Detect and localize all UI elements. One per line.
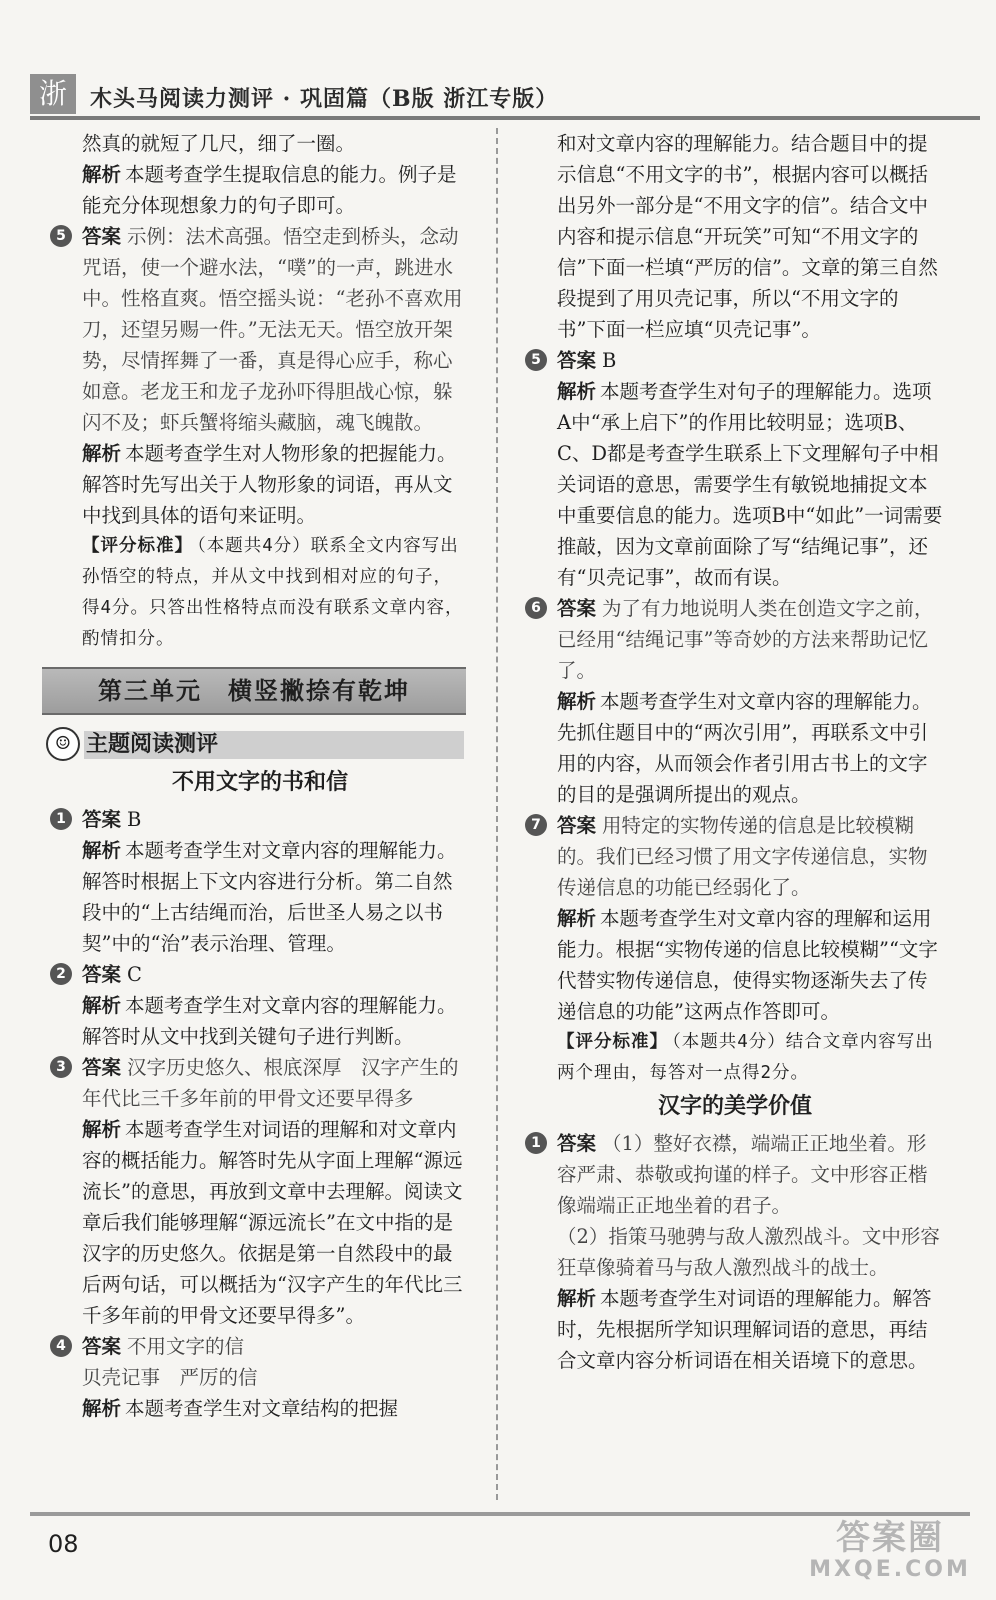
analysis-label: 解析: [557, 907, 597, 930]
analysis-block: [525, 686, 945, 810]
answer-label: 答案: [82, 225, 122, 248]
analysis-block: [50, 990, 470, 1052]
answer-label: 答案: [557, 1132, 597, 1155]
question-number-badge: 4: [50, 1335, 72, 1357]
analysis-block: [525, 1283, 945, 1376]
answer-text: 汉字历史悠久、根底深厚 汉字产生的年代比三千多年前的甲骨文还要早得多: [82, 1056, 459, 1110]
answer-text: 示例：法术高强。悟空走到桥头，念动咒语，使一个避水法，“噗”的一声，跳进水中。性格直爽。悟空摇头说：“老孙不喜欢用刀，还望另赐一件。”无法无天。悟空放开架势，尽情挥舞了一番，真是得心应手，称心如意。老龙王和龙子龙孙吓得胆战心惊，躲闪不及；虾兵蟹将缩头藏脑，魂飞魄散。: [82, 225, 463, 434]
answer-text: 为了有力地说明人类在创造文字之前，已经用“结绳记事”等奇妙的方法来帮助记忆了。: [557, 597, 934, 682]
reader-mascot-icon: ☺: [46, 727, 80, 761]
analysis-label: 解析: [557, 690, 597, 713]
question-number-badge: 1: [525, 1132, 547, 1154]
answer-text: 不用文字的信: [127, 1335, 245, 1358]
answer-text: B: [127, 808, 142, 831]
answer-item-5: [50, 221, 470, 438]
answer-label: 答案: [82, 963, 122, 986]
question-number-badge: 5: [525, 349, 547, 371]
answer-item-2: [50, 959, 470, 990]
answer-item-6: [525, 593, 945, 686]
analysis-block: [50, 835, 470, 959]
analysis-label: 解析: [82, 1397, 122, 1420]
page-header: [30, 70, 980, 118]
answer-item-3: [50, 1052, 470, 1114]
header-rule: [30, 116, 980, 120]
analysis-text: 本题考查学生提取信息的能力。例子是能充分体现想象力的句子即可。: [82, 163, 457, 217]
analysis-text: 本题考查学生对人物形象的把握能力。解答时先写出关于人物形象的词语，再从文中找到具体的语句来证明。: [82, 442, 457, 527]
analysis-label: 解析: [82, 163, 122, 186]
book-title: 木头马阅读力测评 · 巩固篇（B版 浙江专版）: [90, 86, 559, 112]
question-number-badge: 1: [50, 808, 72, 830]
question-number-badge: 2: [50, 963, 72, 985]
page-number: 08: [48, 1530, 79, 1558]
analysis-text: 本题考查学生对句子的理解能力。选项A中“承上启下”的作用比较明显；选项B、C、D都是考查学生联系上下文理解句子中相关词语的意思，需要学生有敏锐地捕捉文本中重要信息的能力。选项B中“如此”一词需要推敲，因为文章前面除了写“结绳记事”，还有“贝壳记事”，故而有误。: [557, 380, 943, 589]
scoring-standard: [525, 1027, 945, 1089]
analysis-block: [525, 903, 945, 1027]
article-title: 不用文字的书和信: [171, 770, 348, 795]
question-number-badge: 5: [50, 225, 72, 247]
analysis-label: 解析: [82, 994, 122, 1017]
question-number-badge: 6: [525, 597, 547, 619]
footer-rule: [30, 1512, 970, 1516]
question-number-badge: 7: [525, 814, 547, 836]
theme-title: 主题阅读测评: [86, 732, 219, 757]
continued-text: 和对文章内容的理解能力。结合题目中的提示信息“不用文字的书”，根据内容可以概括出另外一部分是“不用文字的信”。结合文中内容和提示信息“开玩笑”可知“不用文字的信”下面一栏填“严厉的信”。文章的第三自然段提到了用贝壳记事，所以“不用文字的书”下面一栏应填“贝壳记事”。: [557, 132, 938, 341]
theme-header: [50, 725, 470, 763]
answer-text-line2: （2）指策马驰骋与敌人激烈战斗。文中形容狂草像骑着马与敌人激烈战斗的战士。: [557, 1225, 940, 1279]
answer-label: 答案: [82, 1335, 122, 1358]
watermark-bottom: MXQE.COM: [809, 1557, 971, 1582]
analysis-text: 本题考查学生对文章内容的理解能力。解答时根据上下文内容进行分析。第二自然段中的“上古结绳而治，后世圣人易之以书契”中的“治”表示治理、管理。: [82, 839, 457, 955]
answer-item-5: [525, 345, 945, 376]
analysis-label: 解析: [82, 839, 122, 862]
analysis-block: [50, 159, 470, 221]
question-number-badge: 3: [50, 1056, 72, 1078]
watermark-top: 答案圈: [836, 1518, 944, 1558]
answer-text: 用特定的实物传递的信息是比较模糊的。我们已经习惯了用文字传递信息，实物传递信息的功能已经弱化了。: [557, 814, 928, 899]
answer-label: 答案: [82, 808, 122, 831]
answer-item-4: [50, 1331, 470, 1362]
answer-label: 答案: [557, 597, 597, 620]
column-divider: [496, 128, 498, 1500]
analysis-text: 本题考查学生对文章内容的理解能力。先抓住题目中的“两次引用”，再联系文中引用的内容，从而领会作者引用古书上的文字的目的是强调所提出的观点。: [557, 690, 932, 806]
analysis-label: 解析: [82, 1118, 122, 1141]
answer-label: 答案: [557, 349, 597, 372]
right-column: [525, 128, 945, 1376]
answer-text: B: [602, 349, 617, 372]
answer-text: （1）整好衣襟，端端正正地坐着。形容严肃、恭敬或拘谨的样子。文中形容正楷像端端正正地坐着的君子。: [557, 1132, 928, 1217]
unit-banner: 第三单元 横竖撇捺有乾坤: [42, 667, 466, 715]
site-watermark: [800, 1518, 980, 1588]
analysis-text: 本题考查学生对文章内容的理解能力。解答时从文中找到关键句子进行判断。: [82, 994, 457, 1048]
scoring-text: （本题共4分）结合文章内容写出两个理由，每答对一点得2分。: [557, 1032, 934, 1083]
analysis-label: 解析: [557, 380, 597, 403]
analysis-text: 本题考查学生对词语的理解和对文章内容的概括能力。解答时先从字面上理解“源远流长”的意思，再放到文章中去理解。阅读文章后我们能够理解“源远流长”在文中指的是汉字的历史悠久。依据是第一自然段中的最后两句话，可以概括为“汉字产生的年代比三千多年前的甲骨文还要早得多”。: [82, 1118, 463, 1327]
answer-item-1: [50, 804, 470, 835]
province-badge: 浙: [30, 74, 76, 114]
analysis-label: 解析: [557, 1287, 597, 1310]
scoring-text: （本题共4分）联系全文内容写出孙悟空的特点，并从文中找到相对应的句子，得4分。只答出性格特点而没有联系文章内容，酌情扣分。: [82, 536, 464, 649]
analysis-block: [50, 438, 470, 531]
answer-item-7: [525, 810, 945, 903]
article-title: 汉字的美学价值: [657, 1094, 812, 1119]
answer-text-line2: 贝壳记事 严厉的信: [82, 1366, 258, 1389]
analysis-block: [50, 1393, 470, 1424]
scoring-standard: [50, 531, 470, 655]
answer-label: 答案: [82, 1056, 122, 1079]
analysis-text: 本题考查学生对文章内容的理解和运用能力。根据“实物传递的信息比较模糊”“文字代替实物传递信息，使得实物逐渐失去了传递信息的功能”这两点作答即可。: [557, 907, 938, 1023]
analysis-label: 解析: [82, 442, 122, 465]
continued-text: 然真的就短了几尺，细了一圈。: [82, 132, 356, 155]
analysis-block: [525, 376, 945, 593]
left-column: [50, 128, 470, 1424]
scoring-label: 【评分标准】: [557, 1032, 668, 1052]
analysis-block: [50, 1114, 470, 1331]
analysis-text: 本题考查学生对词语的理解能力。解答时，先根据所学知识理解词语的意思，再结合文章内容分析词语在相关语境下的意思。: [557, 1287, 932, 1372]
scoring-label: 【评分标准】: [82, 536, 193, 556]
answer-label: 答案: [557, 814, 597, 837]
answer-text: C: [127, 963, 142, 986]
answer-item-1: [525, 1128, 945, 1221]
analysis-text: 本题考查学生对文章结构的把握: [125, 1397, 399, 1420]
